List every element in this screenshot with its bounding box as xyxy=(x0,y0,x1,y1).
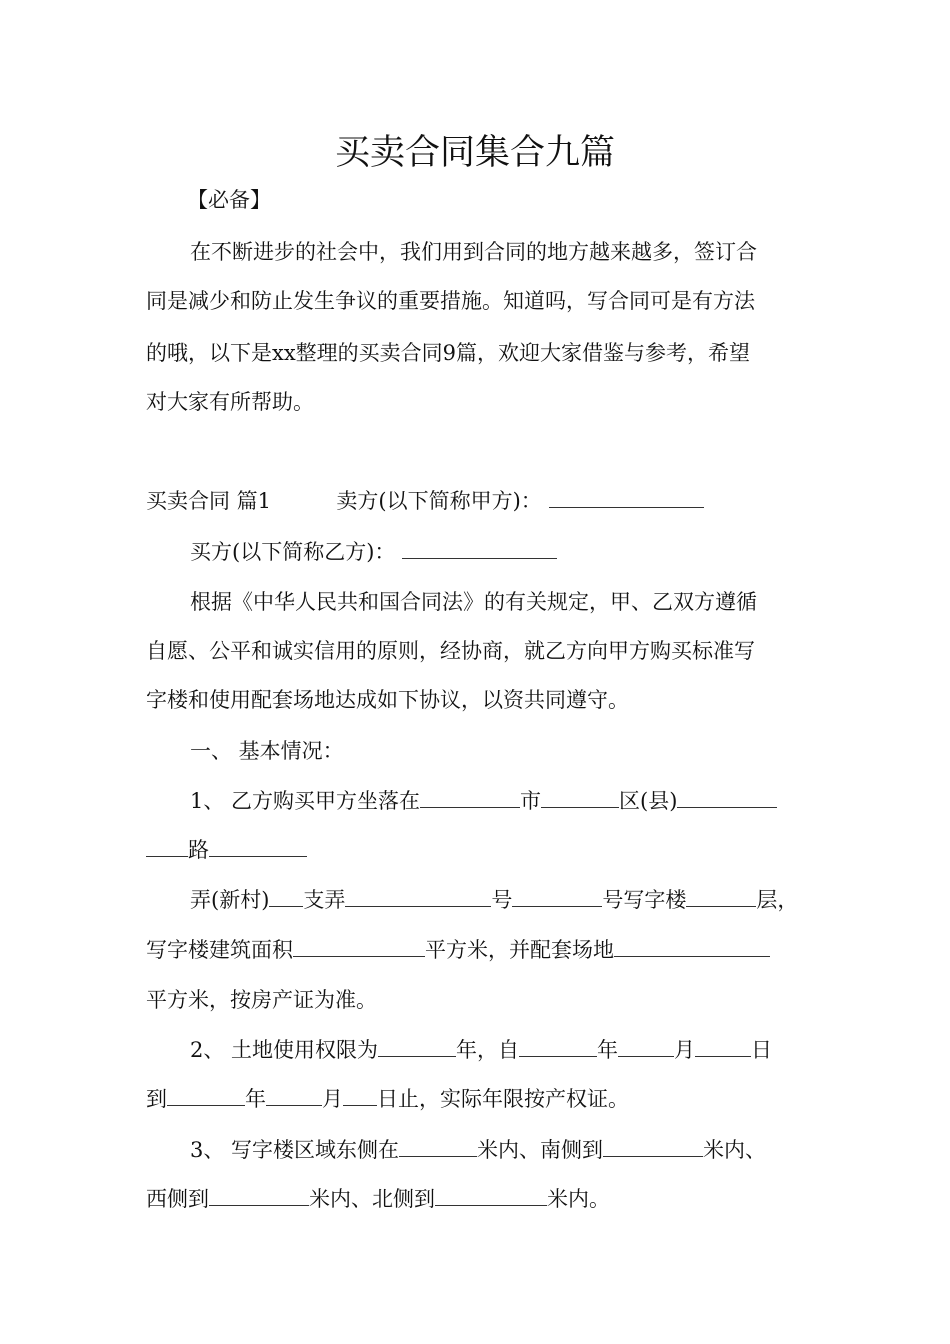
blank xyxy=(695,1036,751,1057)
item2-text-g: 年 xyxy=(245,1087,266,1111)
buyer-label: 买方(以下简称乙方)： xyxy=(190,540,396,564)
item1-line-5: 平方米，按房产证为准。 xyxy=(146,988,377,1012)
item3-line-2 xyxy=(146,1185,610,1213)
item1-text-e: 弄(新村) xyxy=(190,888,270,912)
item1-text-j: 写字楼建筑面积 xyxy=(146,938,293,962)
item1-text-d: 路 xyxy=(188,838,209,862)
blank xyxy=(378,1036,456,1057)
blank xyxy=(677,787,777,808)
item2-text-h: 月 xyxy=(322,1087,343,1111)
blank xyxy=(345,886,491,907)
blank xyxy=(266,1085,322,1106)
item1-line-4 xyxy=(146,936,770,964)
blank xyxy=(614,936,770,957)
item3-text-c: 米内、 xyxy=(703,1138,767,1162)
tag-label: 【必备】 xyxy=(187,188,271,212)
blank xyxy=(167,1085,245,1106)
blank xyxy=(541,787,619,808)
item2-line-1 xyxy=(190,1036,772,1064)
item2-text-e: 日 xyxy=(751,1038,773,1062)
item1-text-f: 支弄 xyxy=(303,888,346,912)
item2-text-i: 日止，实际年限按产权证。 xyxy=(377,1087,629,1111)
item3-text-e: 米内、北侧到 xyxy=(309,1187,435,1211)
item2-text-d: 月 xyxy=(674,1038,696,1062)
item1-line-2 xyxy=(146,836,307,864)
blank xyxy=(603,1136,703,1157)
blank xyxy=(146,836,188,857)
item2-text-a: 2、 土地使用权限为 xyxy=(190,1038,379,1062)
seller-label: 卖方(以下简称甲方)： xyxy=(336,489,542,513)
intro-line-2: 同是减少和防止发生争议的重要措施。知道吗，写合同可是有方法 xyxy=(146,289,755,313)
blank xyxy=(209,836,307,857)
item1-text-i: 层， xyxy=(756,888,799,912)
item2-text-c: 年 xyxy=(597,1038,619,1062)
blank xyxy=(686,886,756,907)
item1-line-1 xyxy=(190,787,777,815)
buyer-line xyxy=(190,538,557,566)
item2-line-2 xyxy=(146,1085,629,1113)
item1-text-c: 区(县) xyxy=(619,789,678,813)
blank xyxy=(435,1185,547,1206)
item3-text-d: 西侧到 xyxy=(146,1187,209,1211)
section-1-line xyxy=(146,487,704,515)
item2-text-b: 年，自 xyxy=(456,1038,520,1062)
section-1-heading: 买卖合同 篇1 xyxy=(146,489,272,513)
basis-line-3: 字楼和使用配套场地达成如下协议，以资共同遵守。 xyxy=(146,688,629,712)
item3-text-b: 米内、南侧到 xyxy=(477,1138,604,1162)
blank xyxy=(293,936,425,957)
intro-line-3: 的哦，以下是xx整理的买卖合同9篇，欢迎大家借鉴与参考，希望 xyxy=(146,341,751,365)
blank xyxy=(209,1185,309,1206)
item3-text-a: 3、 写字楼区域东侧在 xyxy=(190,1138,400,1162)
item2-text-f: 到 xyxy=(146,1087,167,1111)
item1-text-g: 号 xyxy=(491,888,513,912)
blank xyxy=(618,1036,674,1057)
blank xyxy=(519,1036,597,1057)
item1-line-3 xyxy=(190,886,798,914)
item1-text-a: 1、 乙方购买甲方坐落在 xyxy=(190,789,421,813)
item1-text-h: 号写字楼 xyxy=(602,888,687,912)
basis-line-1: 根据《中华人民共和国合同法》的有关规定，甲、乙双方遵循 xyxy=(190,590,757,614)
seller-blank xyxy=(549,487,704,508)
blank xyxy=(399,1136,477,1157)
basic-heading: 一、 基本情况： xyxy=(190,739,344,763)
item1-text-b: 市 xyxy=(520,789,542,813)
document-title: 买卖合同集合九篇 xyxy=(334,133,615,173)
blank xyxy=(512,886,602,907)
item1-text-k: 平方米，并配套场地 xyxy=(425,938,614,962)
item3-text-f: 米内。 xyxy=(547,1187,610,1211)
intro-line-1: 在不断进步的社会中，我们用到合同的地方越来越多，签订合 xyxy=(190,240,757,264)
buyer-blank xyxy=(402,538,557,559)
blank xyxy=(269,886,303,907)
basis-line-2: 自愿、公平和诚实信用的原则，经协商，就乙方向甲方购买标准写 xyxy=(146,639,755,663)
blank xyxy=(343,1085,377,1106)
blank xyxy=(420,787,520,808)
item3-line-1 xyxy=(190,1136,766,1164)
intro-line-4: 对大家有所帮助。 xyxy=(146,390,314,414)
